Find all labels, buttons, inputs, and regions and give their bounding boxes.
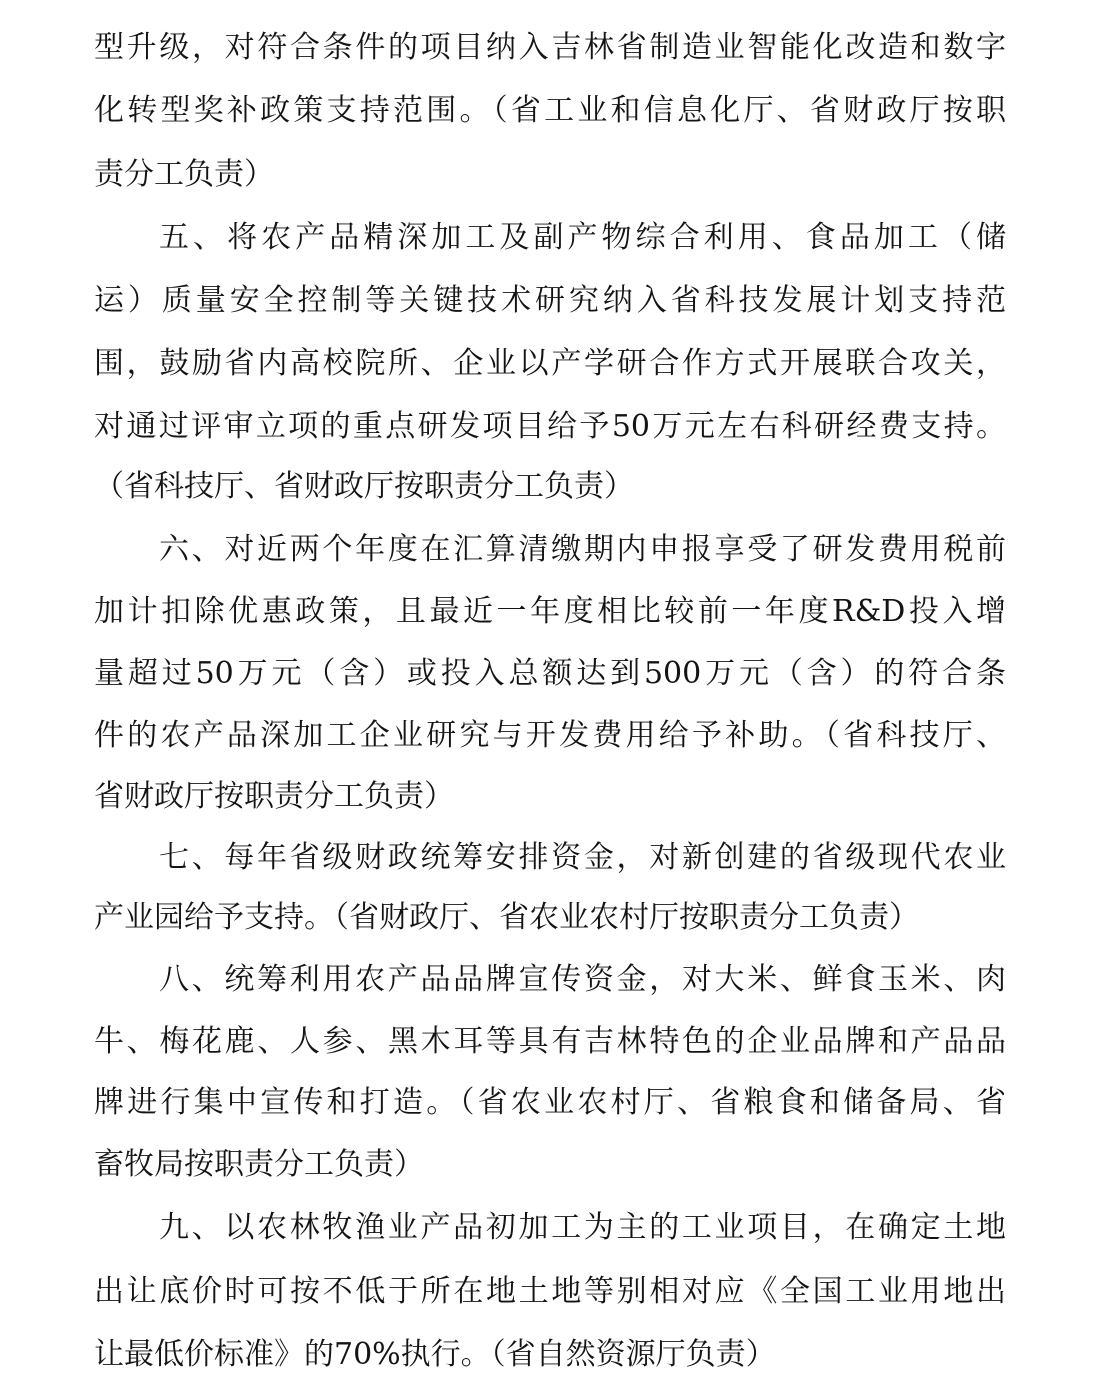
paragraph-line: 九、以农林牧渔业产品初加工为主的工业项目，在确定土地 [159,1210,1006,1245]
paragraph-line: 型升级，对符合条件的项目纳入吉林省制造业智能化改造和数字 [94,30,1006,65]
paragraph-line: 加计扣除优惠政策，且最近一年度相比较前一年度R&D投入增 [94,594,1006,629]
paragraph-line: 运）质量安全控制等关键技术研究纳入省科技发展计划支持范 [94,283,1006,318]
paragraph-line: 七、每年省级财政统筹安排资金，对新创建的省级现代农业 [159,840,1006,875]
paragraph-line: 件的农产品深加工企业研究与开发费用给予补助。（省科技厅、 [94,718,1006,753]
paragraph-line: 六、对近两个年度在汇算清缴期内申报享受了研发费用税前 [159,532,1006,567]
paragraph-line: 产业园给予支持。（省财政厅、省农业农村厅按职责分工负责） [94,900,919,935]
paragraph-line: （省科技厅、省财政厅按职责分工负责） [94,469,634,504]
paragraph-line: 牛、梅花鹿、人参、黑木耳等具有吉林特色的企业品牌和产品品 [94,1024,1006,1059]
paragraph-line: 八、统筹利用农产品品牌宣传资金，对大米、鲜食玉米、肉 [159,962,1006,997]
paragraph-line: 化转型奖补政策支持范围。（省工业和信息化厅、省财政厅按职 [94,93,1006,128]
paragraph-line: 出让底价时可按不低于所在地土地等别相对应《全国工业用地出 [94,1274,1006,1309]
paragraph-line: 让最低价标准》的70%执行。（省自然资源厅负责） [94,1337,776,1372]
paragraph-line: 围，鼓励省内高校院所、企业以产学研合作方式开展联合攻关， [94,346,1006,381]
paragraph-line: 省财政厅按职责分工负责） [94,779,454,814]
paragraph-line: 量超过50万元（含）或投入总额达到500万元（含）的符合条 [94,656,1006,691]
paragraph-line: 对通过评审立项的重点研发项目给予50万元左右科研经费支持。 [94,409,1006,444]
paragraph-line: 畜牧局按职责分工负责） [94,1147,424,1182]
paragraph-line: 牌进行集中宣传和打造。（省农业农村厅、省粮食和储备局、省 [94,1085,1006,1120]
paragraph-line: 五、将农产品精深加工及副产物综合利用、食品加工（储 [159,220,1006,255]
paragraph-line: 责分工负责） [94,157,274,192]
